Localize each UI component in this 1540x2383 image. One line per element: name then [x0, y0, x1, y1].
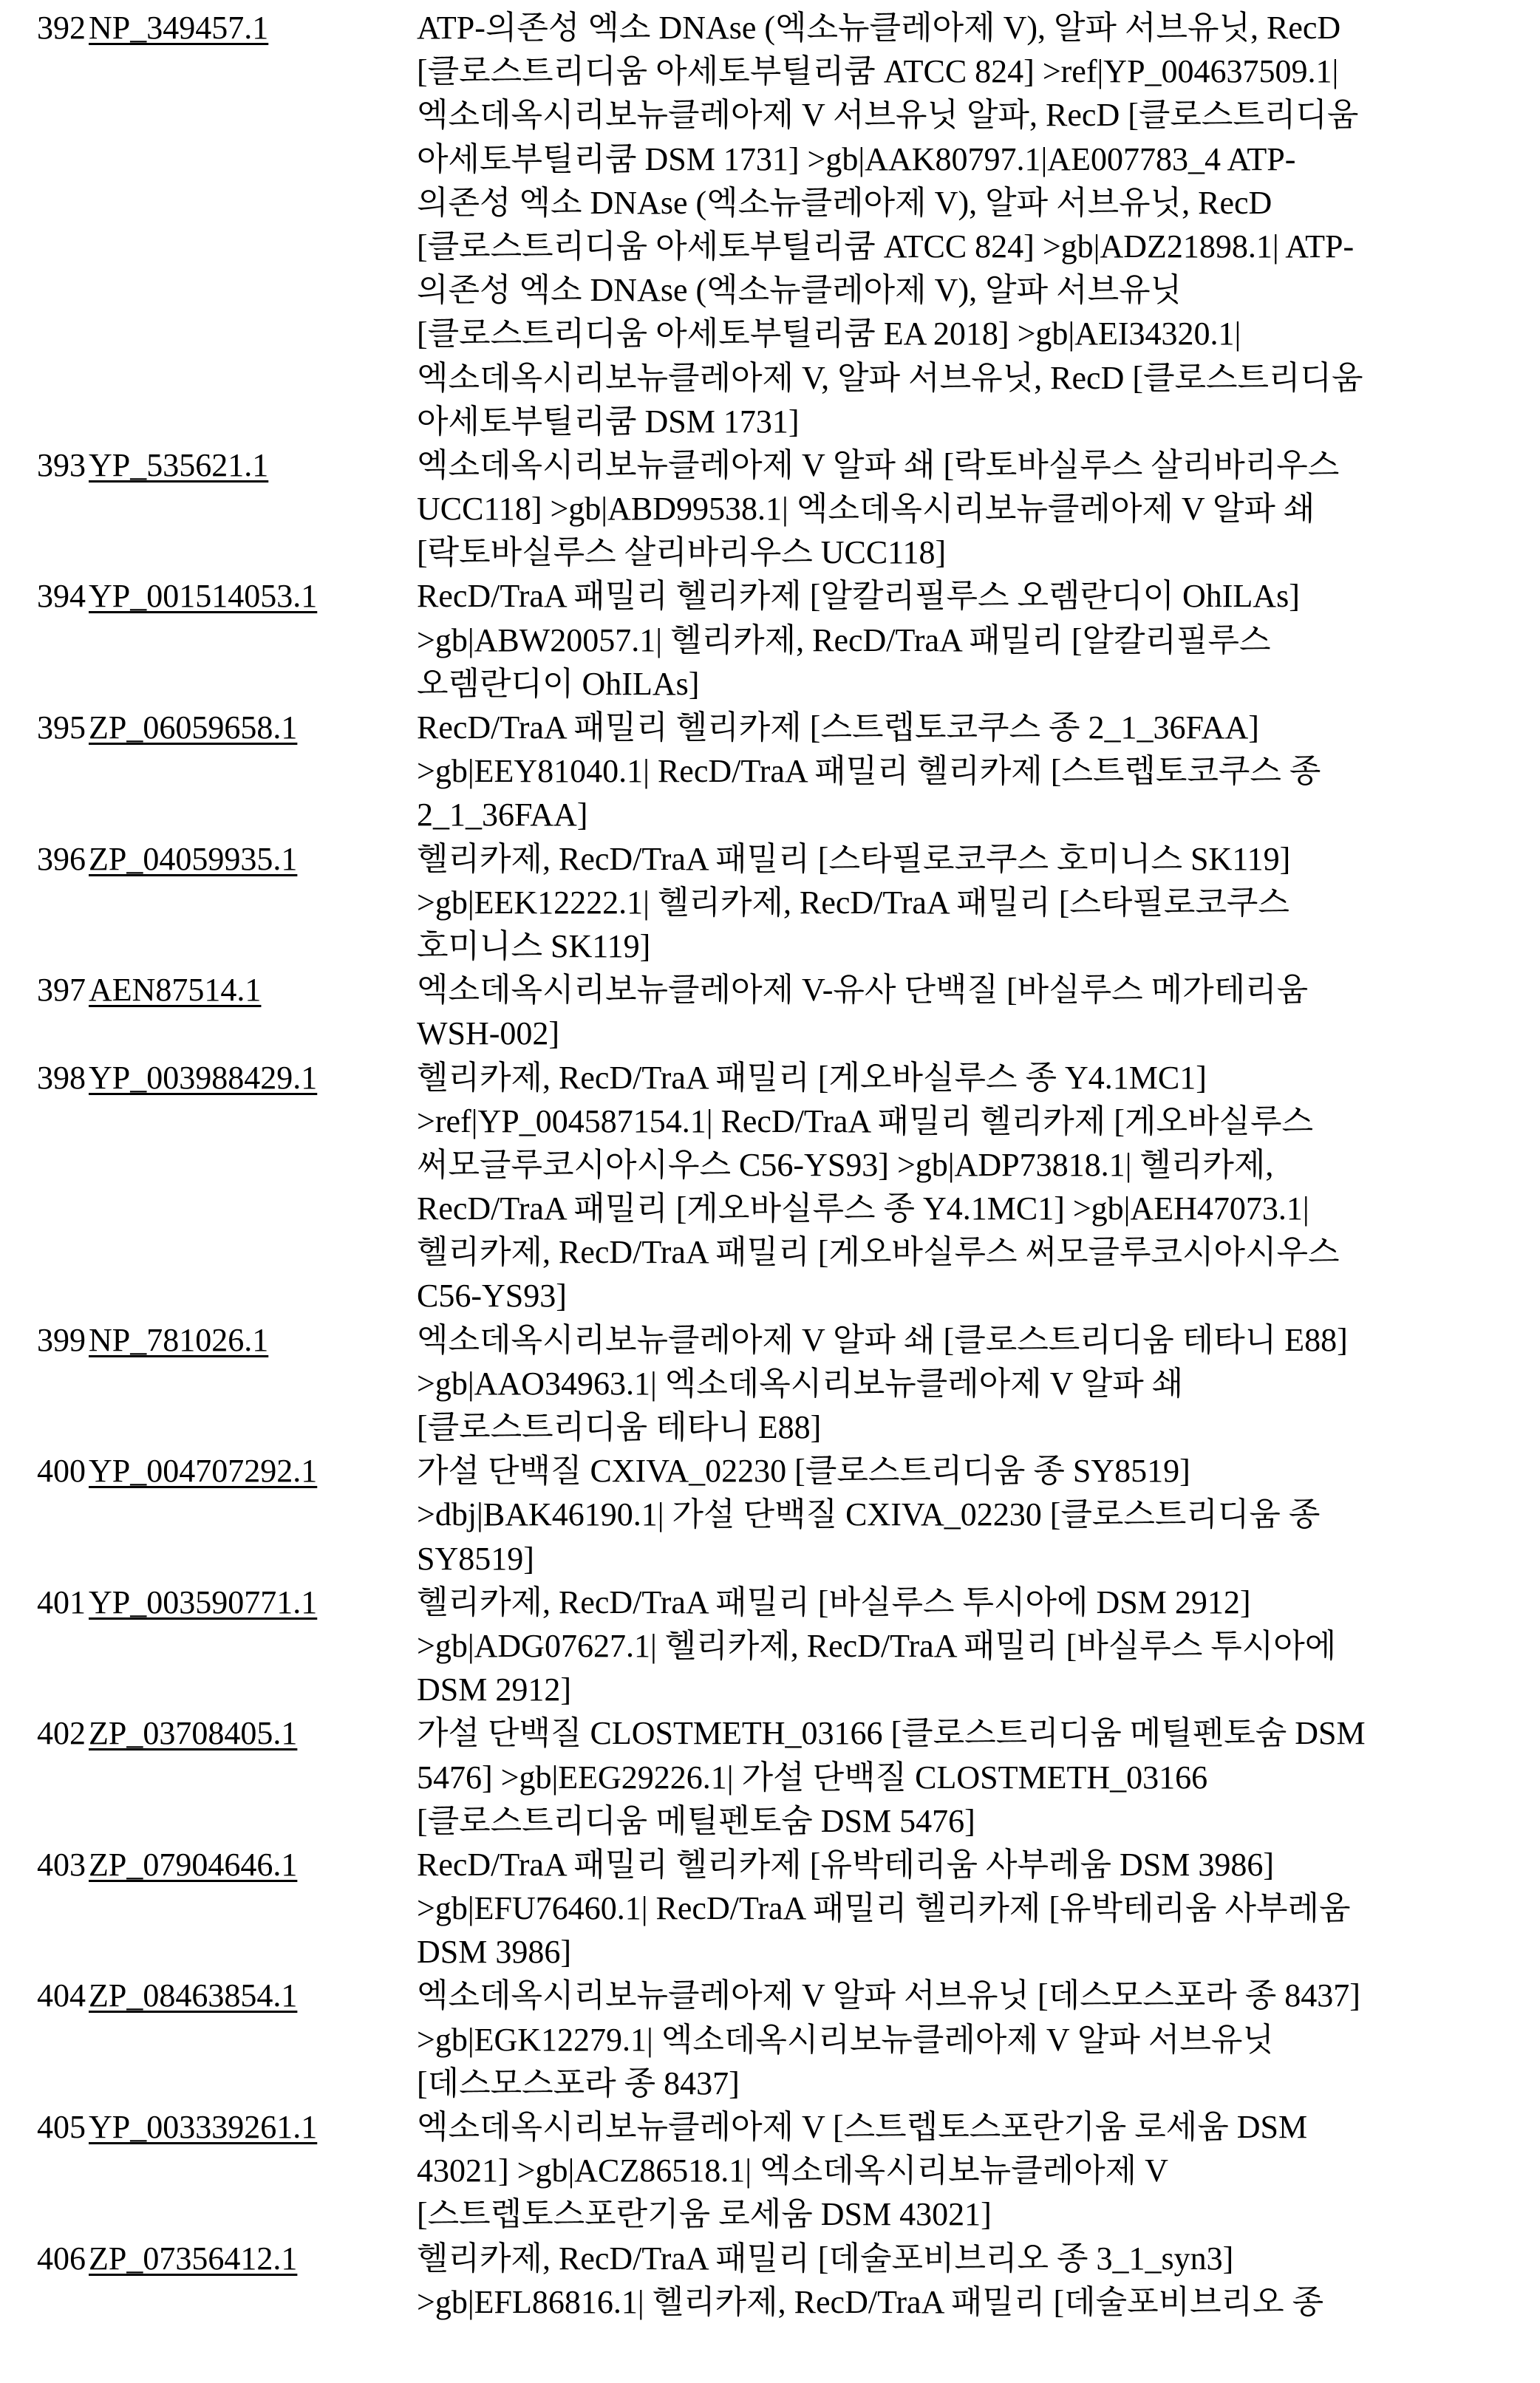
row-number: 400 — [37, 1453, 86, 1490]
row-number: 396 — [37, 840, 86, 877]
description-line: 의존성 엑소 DNAse (엑소뉴클레아제 V), 알파 서브유닛, RecD — [417, 184, 1272, 221]
table-row — [0, 2105, 1540, 2237]
description-cell — [417, 574, 1488, 706]
description-line: 가설 단백질 CLOSTMETH_03166 [클로스트리디움 메틸펜토숨 DSM — [417, 1715, 1366, 1752]
description-cell — [417, 706, 1488, 837]
description-line: 2_1_36FAA] — [417, 797, 588, 833]
row-number: 398 — [37, 1059, 86, 1096]
row-number: 395 — [37, 709, 86, 746]
table-row — [0, 1449, 1540, 1581]
description-line: C56-YS93] — [417, 1278, 567, 1315]
description-line: 오렘란디이 OhILAs] — [417, 665, 700, 702]
description-line: 엑소데옥시리보뉴클레아제 V 알파 쇄 [락토바실루스 살리바리우스 — [417, 446, 1340, 483]
accession-link[interactable]: AEN87514.1 — [89, 972, 262, 1009]
description-line: 엑소데옥시리보뉴클레아제 V 알파 서브유닛 [데스모스포라 종 8437] — [417, 1977, 1360, 2014]
description-cell — [417, 1711, 1488, 1843]
row-number: 399 — [37, 1321, 86, 1358]
description-line: 엑소데옥시리보뉴클레아제 V, 알파 서브유닛, RecD [클로스트리디움 — [417, 359, 1363, 396]
description-line: RecD/TraA 패밀리 헬리카제 [스트렙토코쿠스 종 2_1_36FAA] — [417, 709, 1259, 746]
description-cell — [417, 2105, 1488, 2237]
accession-cell — [89, 837, 381, 881]
description-line: 헬리카제, RecD/TraA 패밀리 [게오바실루스 써모글루코시아시우스 — [417, 1234, 1340, 1271]
table-row — [0, 2237, 1540, 2324]
accession-link[interactable]: YP_003339261.1 — [89, 2109, 318, 2145]
description-line: >gb|EFU76460.1| RecD/TraA 패밀리 헬리카제 [유박테리움 사부레움 — [417, 1890, 1351, 1927]
description-line: 써모글루코시아시우스 C56-YS93] >gb|ADP73818.1| 헬리카제, — [417, 1146, 1274, 1183]
table-row — [0, 1056, 1540, 1318]
description-line: >gb|ADG07627.1| 헬리카제, RecD/TraA 패밀리 [바실루스 투시아에 — [417, 1627, 1337, 1664]
accession-cell — [89, 706, 381, 749]
accession-cell — [89, 2105, 381, 2149]
table-row — [0, 443, 1540, 575]
description-line: >gb|EGK12279.1| 엑소데옥시리보뉴클레아제 V 알파 서브유닛 — [417, 2021, 1274, 2058]
description-line: >dbj|BAK46190.1| 가설 단백질 CXIVA_02230 [클로스트리디움 종 — [417, 1496, 1321, 1533]
description-line: 5476] >gb|EEG29226.1| 가설 단백질 CLOSTMETH_03166 — [417, 1759, 1208, 1796]
description-line: 아세토부틸리쿰 DSM 1731] >gb|AAK80797.1|AE007783_4 ATP- — [417, 140, 1296, 177]
description-line: >ref|YP_004587154.1| RecD/TraA 패밀리 헬리카제 [게오바실루스 — [417, 1102, 1313, 1139]
accession-link[interactable]: ZP_08463854.1 — [89, 1977, 298, 2014]
description-line: UCC118] >gb|ABD99538.1| 엑소데옥시리보뉴클레아제 V 알파 쇄 — [417, 491, 1315, 528]
accession-link[interactable]: YP_003590771.1 — [89, 1583, 318, 1620]
description-line: 엑소데옥시리보뉴클레아제 V [스트렙토스포란기움 로세움 DSM — [417, 2109, 1308, 2145]
description-line: SY8519] — [417, 1540, 534, 1577]
description-line: 아세토부틸리쿰 DSM 1731] — [417, 403, 800, 440]
accession-link[interactable]: YP_004707292.1 — [89, 1453, 318, 1490]
description-line: DSM 3986] — [417, 1934, 572, 1971]
description-line: [클로스트리디움 아세토부틸리쿰 EA 2018] >gb|AEI34320.1| — [417, 316, 1241, 352]
row-number: 401 — [37, 1583, 86, 1620]
description-line: >gb|AAO34963.1| 엑소데옥시리보뉴클레아제 V 알파 쇄 — [417, 1365, 1184, 1402]
accession-cell — [89, 1056, 381, 1100]
description-cell — [417, 443, 1488, 575]
table-row — [0, 1581, 1540, 1712]
description-cell — [417, 2237, 1488, 2324]
description-cell — [417, 1056, 1488, 1318]
description-line: 가설 단백질 CXIVA_02230 [클로스트리디움 종 SY8519] — [417, 1453, 1190, 1490]
description-cell — [417, 6, 1488, 443]
description-line: >gb|EFL86816.1| 헬리카제, RecD/TraA 패밀리 [데술포비브리오 종 — [417, 2283, 1324, 2320]
accession-link[interactable]: YP_003988429.1 — [89, 1059, 318, 1096]
description-line: >gb|EEK12222.1| 헬리카제, RecD/TraA 패밀리 [스타필로코쿠스 — [417, 884, 1289, 921]
description-line: [락토바실루스 살리바리우스 UCC118] — [417, 534, 947, 571]
table-row — [0, 968, 1540, 1055]
accession-link[interactable]: NP_349457.1 — [89, 10, 269, 46]
accession-cell — [89, 1711, 381, 1755]
description-line: [클로스트리디움 테타니 E88] — [417, 1409, 822, 1445]
accession-cell — [89, 1449, 381, 1493]
description-cell — [417, 1843, 1488, 1974]
description-line: RecD/TraA 패밀리 [게오바실루스 종 Y4.1MC1] >gb|AEH47073.1| — [417, 1190, 1309, 1227]
accession-link[interactable]: ZP_07356412.1 — [89, 2240, 298, 2277]
accession-cell — [89, 1843, 381, 1886]
description-line: [데스모스포라 종 8437] — [417, 2065, 740, 2101]
row-number: 406 — [37, 2240, 86, 2277]
row-number: 403 — [37, 1846, 86, 1883]
accession-cell — [89, 968, 381, 1012]
description-line: 헬리카제, RecD/TraA 패밀리 [스타필로코쿠스 호미니스 SK119] — [417, 840, 1291, 877]
sequence-table — [0, 6, 1540, 2324]
row-number: 394 — [37, 578, 86, 615]
description-cell — [417, 968, 1488, 1055]
description-line: [클로스트리디움 메틸펜토숨 DSM 5476] — [417, 1802, 975, 1839]
accession-cell — [89, 1318, 381, 1362]
description-line: RecD/TraA 패밀리 헬리카제 [유박테리움 사부레움 DSM 3986] — [417, 1846, 1275, 1883]
description-line: >gb|ABW20057.1| 헬리카제, RecD/TraA 패밀리 [알칼리필루스 — [417, 621, 1271, 658]
accession-link[interactable]: ZP_03708405.1 — [89, 1715, 298, 1752]
description-line: WSH-002] — [417, 1015, 560, 1052]
description-line: 엑소데옥시리보뉴클레아제 V-유사 단백질 [바실루스 메가테리움 — [417, 972, 1309, 1009]
table-row — [0, 1843, 1540, 1974]
accession-cell — [89, 443, 381, 487]
description-line: 헬리카제, RecD/TraA 패밀리 [바실루스 투시아에 DSM 2912] — [417, 1583, 1251, 1620]
description-line: RecD/TraA 패밀리 헬리카제 [알칼리필루스 오렘란디이 OhILAs] — [417, 578, 1300, 615]
row-number: 404 — [37, 1977, 86, 2014]
description-line: 엑소데옥시리보뉴클레아제 V 알파 쇄 [클로스트리디움 테타니 E88] — [417, 1321, 1348, 1358]
description-line: DSM 2912] — [417, 1671, 572, 1708]
description-line: 헬리카제, RecD/TraA 패밀리 [데술포비브리오 종 3_1_syn3] — [417, 2240, 1234, 2277]
accession-cell — [89, 2237, 381, 2280]
accession-link[interactable]: ZP_06059658.1 — [89, 709, 298, 746]
description-cell — [417, 1581, 1488, 1712]
description-cell — [417, 1449, 1488, 1581]
accession-link[interactable]: YP_535621.1 — [89, 446, 269, 483]
table-row — [0, 837, 1540, 969]
row-number: 393 — [37, 446, 86, 483]
accession-link[interactable]: ZP_07904646.1 — [89, 1846, 298, 1883]
row-number: 397 — [37, 972, 86, 1009]
description-cell — [417, 1974, 1488, 2105]
accession-cell — [89, 6, 381, 50]
table-row — [0, 6, 1540, 443]
description-line: >gb|EEY81040.1| RecD/TraA 패밀리 헬리카제 [스트렙토코쿠스 종 — [417, 753, 1321, 790]
table-row — [0, 1318, 1540, 1450]
row-number: 402 — [37, 1715, 86, 1752]
description-line: 호미니스 SK119] — [417, 927, 651, 964]
description-cell — [417, 837, 1488, 969]
accession-link[interactable]: YP_001514053.1 — [89, 578, 318, 615]
description-line: ATP-의존성 엑소 DNAse (엑소뉴클레아제 V), 알파 서브유닛, RecD — [417, 10, 1341, 46]
accession-cell — [89, 574, 381, 618]
description-line: 43021] >gb|ACZ86518.1| 엑소데옥시리보뉴클레아제 V — [417, 2152, 1168, 2189]
table-row — [0, 1711, 1540, 1843]
accession-cell — [89, 1581, 381, 1624]
row-number: 405 — [37, 2109, 86, 2145]
description-line: [스트렙토스포란기움 로세움 DSM 43021] — [417, 2196, 992, 2233]
description-cell — [417, 1318, 1488, 1450]
description-line: 의존성 엑소 DNAse (엑소뉴클레아제 V), 알파 서브유닛 — [417, 272, 1182, 309]
description-line: [클로스트리디움 아세토부틸리쿰 ATCC 824] >ref|YP_004637509.1| — [417, 53, 1339, 90]
table-row — [0, 574, 1540, 706]
accession-link[interactable]: NP_781026.1 — [89, 1321, 269, 1358]
accession-cell — [89, 1974, 381, 2017]
description-line: 헬리카제, RecD/TraA 패밀리 [게오바실루스 종 Y4.1MC1] — [417, 1059, 1207, 1096]
table-row — [0, 706, 1540, 837]
accession-link[interactable]: ZP_04059935.1 — [89, 840, 298, 877]
description-line: [클로스트리디움 아세토부틸리쿰 ATCC 824] >gb|ADZ21898.1| ATP- — [417, 228, 1355, 265]
table-row — [0, 1974, 1540, 2105]
description-line: 엑소데옥시리보뉴클레아제 V 서브유닛 알파, RecD [클로스트리디움 — [417, 97, 1359, 134]
row-number: 392 — [37, 10, 86, 46]
